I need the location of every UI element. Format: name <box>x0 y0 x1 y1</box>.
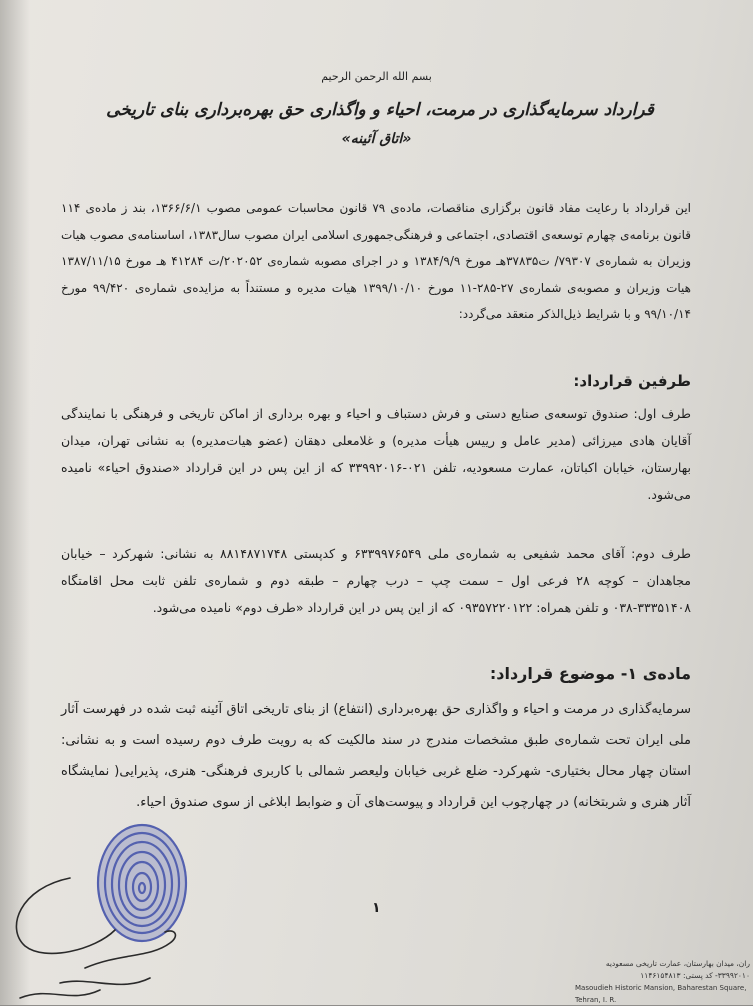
page-number: ۱ <box>372 900 381 916</box>
party-two-paragraph: طرف دوم: آقای محمد شفیعی به شماره‌ی ملی ۶۳۳۹۹۷۶۵۴۹ و کدپستی ۸۸۱۴۸۷۱۷۴۸ به نشانی: شهرکرد – خیابان مجاهدان – کوچه ۲۸ فرعی اول – سمت چپ – درب چهارم – طبقه دوم و شماره‌ی تلفن ثابت محل اقامتگاه ۳۳۳۵۱۴۰۸-۰۳۸ و تلفن همراه: ۰۹۳۵۷۲۲۰۱۲۲ که از این پس در این قرارداد «طرف دوم» نامیده می‌شود. <box>61 546 691 615</box>
document-subtitle: «اتاق آئینه» <box>341 131 412 147</box>
page-fold-shadow <box>0 0 30 1005</box>
article-one-paragraph: سرمایه‌گذاری در مرمت و احیاء و واگذاری حق بهره‌برداری (انتفاع) از بنای تاریخی اتاق آئینه ثبت شده در فهرست آثار ملی ایران تحت شماره‌ی طبق مشخصات مندرج در سند مالکیت که به رویت طرف دوم رسیده است و به نشانی: استان چهار محال بختیاری- شهرکرد- ضلع غربی خیابان ولیعصر شمالی با کاربری فرهنگی- هنری، پذیرایی( نمایشگاه آثار هنری و شربتخانه) در چهارچوب این قرارداد و پیوست‌های آن و ضوابط ابلاغی از سوی صندوق احیاء. <box>61 702 691 810</box>
party-one-paragraph: طرف اول: صندوق توسعه‌ی صنایع دستی و فرش دستباف و احیاء و بهره برداری از اماکن تاریخی و فرهنگی با نمایندگی آقایان هادی میرزائی (مدیر عامل و رییس هیأت مدیره) و غلامعلی دهقان (عضو هیات‌مدیره) به نشانی تهران، میدان بهارستان، خیابان اکباتان، عمارت مسعودیه، تلفن ۰۲۱-۳۳۹۹۲۰۱۶ که از این پس در این قرارداد «صندوق احیاء» نامیده می‌شود. <box>61 406 691 502</box>
footer-english-address: Masoudieh Historic Mansion, Baharestan Square, Tehran, I. R. <box>575 984 747 1004</box>
basmala: بسم الله الرحمن الرحیم <box>321 70 432 83</box>
intro-paragraph: این قرارداد با رعایت مفاد قانون برگزاری مناقصات، ماده‌ی ۷۹ قانون محاسبات عمومی مصوب ۱۳۶۶/۶/۱، بند ز ماده‌ی ۱۱۴ قانون برنامه‌ی چهارم توسعه‌ی اقتصادی، اجتماعی و فرهنگی‌جمهوری اسلامی ایران مصوب سال۱۳۸۳، اساسنامه‌ی مصوب هیات وزیران به شماره‌ی ۷۹۳۰۷/ ت۳۷۸۳۵هـ مورخ ۱۳۸۴/۹/۹ و در اجرای مصوبه شماره‌ی ۲۰۲۰۵۲/ت ۴۱۲۸۴ هـ مورخ ۱۳۸۷/۱۱/۱۵ هیات وزیران و مصوبه‌ی شماره‌ی ۲۷-۲۸۵-۱۱ مورخ ۱۳۹۹/۱۰/۱۰ هیات مدیره و مستنداً به مزایده‌ی شماره‌ی ۹۹/۴۲۰ مورخ ۹۹/۱۰/۱۴ و با شرایط ذیل‌الذکر منعقد می‌گردد: <box>61 201 691 321</box>
letterhead-footer <box>575 958 750 1006</box>
document-title: قرارداد سرمایه‌گذاری در مرمت، احیاء و واگذاری حق بهره‌برداری بنای تاریخی <box>106 100 654 120</box>
footer-phone-postcode: ۳۳۹۹۲۰۱۰- کد پستی: ۱۱۴۶۱۵۴۸۱۳ <box>640 971 750 980</box>
handwritten-signature <box>0 858 230 1005</box>
article-one-heading: ماده‌ی ۱- موضوع قرارداد: <box>489 664 691 683</box>
footer-address: ران، میدان بهارستان، عمارت تاریخی مسعودیه <box>605 959 750 968</box>
parties-heading: طرفین قرارداد: <box>573 372 691 390</box>
